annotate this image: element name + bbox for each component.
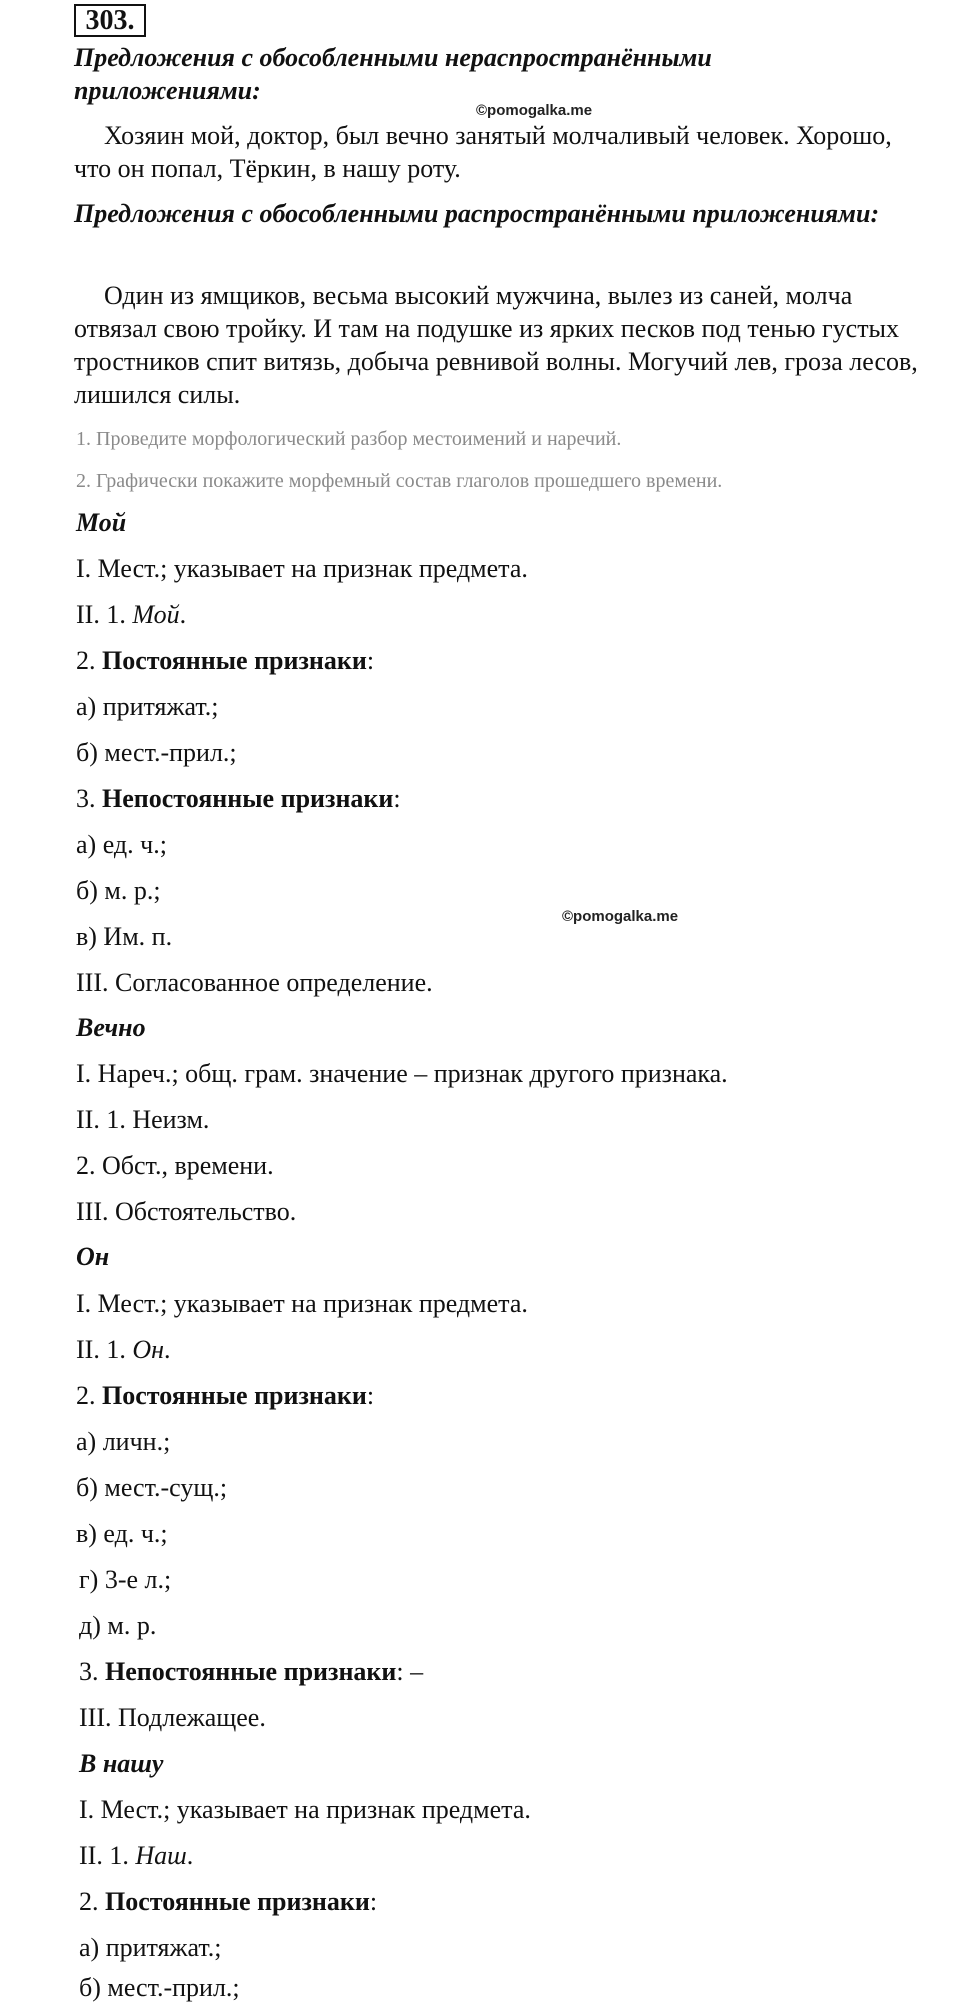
- analysis-line: I. Нареч.; общ. грам. значение – признак другого признака.: [76, 1059, 728, 1088]
- analysis-line: а) ед. ч.;: [76, 830, 167, 859]
- analysis-line: 3. Непостоянные признаки: –: [79, 1657, 424, 1686]
- analysis-line: б) мест.-прил.;: [79, 1973, 240, 2002]
- analysis-line: III. Согласованное определение.: [76, 968, 433, 997]
- analysis-line: 2. Постоянные признаки:: [76, 646, 375, 675]
- example-sentences-1: Хозяин мой, доктор, был вечно занятый молчаливый человек. Хорошо, что он попал, Тёркин, в нашу роту.: [74, 121, 892, 183]
- analysis-title-vechno: Вечно: [76, 1013, 146, 1042]
- analysis-line: б) м. р.;: [76, 876, 161, 905]
- analysis-line: а) притяжат.;: [79, 1933, 222, 1962]
- analysis-line: I. Мест.; указывает на признак предмета.: [76, 1289, 528, 1318]
- analysis-line: д) м. р.: [79, 1611, 157, 1640]
- watermark: ©pomogalka.me: [476, 102, 593, 119]
- analysis-line: 2. Постоянные признаки:: [79, 1887, 378, 1916]
- analysis-line: II. 1. Мой.: [76, 600, 187, 629]
- section-heading-unextended: Предложения с обособленными нераспространёнными приложениями:: [74, 43, 712, 105]
- analysis-line: г) 3-е л.;: [79, 1565, 172, 1594]
- analysis-line: III. Подлежащее.: [79, 1703, 266, 1732]
- watermark: ©pomogalka.me: [562, 908, 679, 925]
- analysis-line: 2. Постоянные признаки:: [76, 1381, 375, 1410]
- exercise-number: 303.: [74, 4, 146, 37]
- analysis-line: в) ед. ч.;: [76, 1519, 168, 1548]
- analysis-line: II. 1. Он.: [76, 1335, 171, 1364]
- analysis-line: II. 1. Неизм.: [76, 1105, 210, 1134]
- analysis-title-v-nashu: В нашу: [79, 1749, 164, 1778]
- analysis-title-on: Он: [76, 1242, 110, 1271]
- section-heading-extended: Предложения с обособленными распространёнными приложениями:: [74, 199, 880, 228]
- analysis-line: 3. Непостоянные признаки:: [76, 784, 401, 813]
- analysis-line: 2. Обст., времени.: [76, 1151, 274, 1180]
- task-2: 2. Графически покажите морфемный состав глаголов прошедшего времени.: [76, 470, 723, 492]
- analysis-line: III. Обстоятельство.: [76, 1197, 297, 1226]
- analysis-line: I. Мест.; указывает на признак предмета.: [76, 554, 528, 583]
- analysis-line: б) мест.-прил.;: [76, 738, 237, 767]
- analysis-line: в) Им. п.: [76, 922, 173, 951]
- analysis-line: а) притяжат.;: [76, 692, 219, 721]
- task-1: 1. Проведите морфологический разбор местоимений и наречий.: [76, 428, 622, 450]
- analysis-line: а) личн.;: [76, 1427, 171, 1456]
- example-sentences-2: Один из ямщиков, весьма высокий мужчина, вылез из саней, молча отвязал свою тройку. И там на подушке из ярких песков под тенью густых тростников спит витязь, добыча ревнивой волны. Могучий лев, гроза лесов, лишился силы.: [74, 281, 918, 409]
- analysis-title-moi: Мой: [76, 508, 127, 537]
- analysis-line: II. 1. Наш.: [79, 1841, 194, 1870]
- analysis-line: I. Мест.; указывает на признак предмета.: [79, 1795, 531, 1824]
- analysis-line: б) мест.-сущ.;: [76, 1473, 228, 1502]
